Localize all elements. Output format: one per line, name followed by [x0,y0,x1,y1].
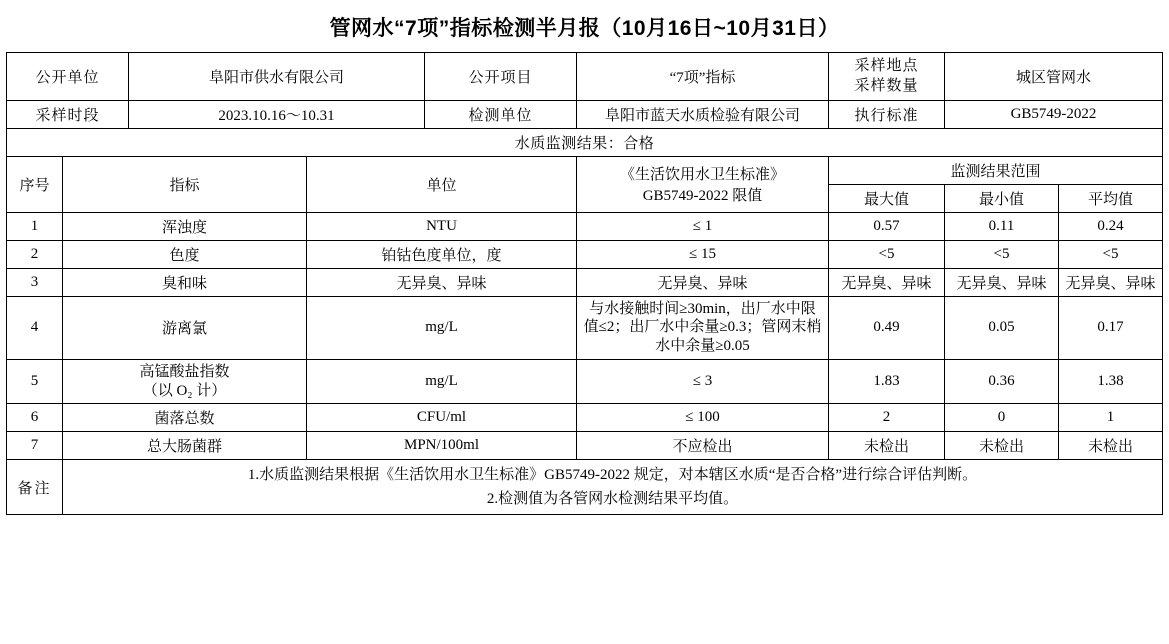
cell-min: 0 [945,404,1059,432]
header-indicator: 指标 [62,156,306,212]
cell-max: 未检出 [829,432,945,460]
cell-max: 0.49 [829,296,945,359]
cell-min: 0.11 [945,212,1059,240]
table-row [6,359,1162,404]
remark-line-1: 1.水质监测结果根据《生活饮用水卫生标准》GB5749-2022 规定，对本辖区水质“是否合格”进行综合评估判断。 [247,467,978,484]
result-banner-row [6,128,1162,156]
cell-unit: mg/L [306,296,576,359]
cell-unit: 铂钴色度单位，度 [306,240,576,268]
header-avg: 平均值 [1059,184,1163,212]
cell-min: 无异臭、异味 [945,268,1059,296]
cell-indicator: 色度 [62,240,306,268]
info-row-2 [6,100,1162,128]
remark-label: 备注 [6,460,62,515]
cell-max: 无异臭、异味 [829,268,945,296]
info-row-1 [6,53,1162,101]
report-table [6,52,1163,515]
remark-body [62,460,1162,515]
cell-unit: MPN/100ml [306,432,576,460]
remark-line-2: 2.检测值为各管网水检测结果平均值。 [486,491,739,508]
cell-index: 1 [6,212,62,240]
cell-standard: ≤ 3 [577,359,829,404]
cell-indicator: 臭和味 [62,268,306,296]
cell-unit: mg/L [306,359,576,404]
cell-index: 5 [6,359,62,404]
cell-standard: 不应检出 [577,432,829,460]
label-sampling-location-count [829,53,945,101]
cell-index: 3 [6,268,62,296]
label-sampling-count: 采样数量 [854,78,919,95]
cell-max: 1.83 [829,359,945,404]
cell-indicator-line2: （以 O₂ 计） [142,382,227,399]
label-public-project: 公开项目 [425,53,577,101]
cell-max: 2 [829,404,945,432]
cell-indicator: 游离氯 [62,296,306,359]
table-row [6,212,1162,240]
cell-unit: 无异臭、异味 [306,268,576,296]
cell-min: 0.36 [945,359,1059,404]
cell-indicator: 菌落总数 [62,404,306,432]
cell-avg: 0.24 [1059,212,1163,240]
header-standard [577,156,829,212]
value-sampling-location: 城区管网水 [945,53,1163,101]
cell-avg: 1.38 [1059,359,1163,404]
cell-unit: CFU/ml [306,404,576,432]
table-row [6,296,1162,359]
cell-avg: 无异臭、异味 [1059,268,1163,296]
label-testing-unit: 检测单位 [425,100,577,128]
cell-standard: ≤ 15 [577,240,829,268]
page-title: 管网水“7项”指标检测半月报（10月16日~10月31日） [329,17,840,40]
value-standard: GB5749-2022 [945,100,1163,128]
value-public-project: “7项”指标 [577,53,829,101]
cell-avg: 0.17 [1059,296,1163,359]
cell-index: 2 [6,240,62,268]
cell-indicator-line1: 高锰酸盐指数 [139,363,230,380]
cell-index: 6 [6,404,62,432]
result-banner: 水质监测结果：合格 [6,128,1162,156]
cell-min: 未检出 [945,432,1059,460]
cell-unit: NTU [306,212,576,240]
remark-row [6,460,1162,515]
label-sampling-period: 采样时段 [6,100,128,128]
header-index: 序号 [6,156,62,212]
header-max: 最大值 [829,184,945,212]
cell-standard: ≤ 1 [577,212,829,240]
label-sampling-location: 采样地点 [854,58,919,74]
table-row [6,268,1162,296]
cell-avg: 未检出 [1059,432,1163,460]
cell-standard: 无异臭、异味 [577,268,829,296]
cell-min: 0.05 [945,296,1059,359]
table-header-row-1 [6,156,1162,184]
cell-index: 4 [6,296,62,359]
value-public-unit: 阜阳市供水有限公司 [128,53,424,101]
cell-index: 7 [6,432,62,460]
header-standard-line1: 《生活饮用水卫生标准》 [620,167,786,183]
cell-max: 0.57 [829,212,945,240]
cell-standard: 与水接触时间≥30min，出厂水中限值≤2；出厂水中余量≥0.3；管网末梢水中余量≥0.05 [577,296,829,359]
cell-indicator: 浑浊度 [62,212,306,240]
table-row [6,240,1162,268]
cell-max: <5 [829,240,945,268]
value-testing-unit: 阜阳市蓝天水质检验有限公司 [577,100,829,128]
header-unit: 单位 [306,156,576,212]
table-row [6,432,1162,460]
cell-indicator [62,359,306,404]
cell-min: <5 [945,240,1059,268]
header-min: 最小值 [945,184,1059,212]
table-row [6,404,1162,432]
cell-avg: <5 [1059,240,1163,268]
label-public-unit: 公开单位 [6,53,128,101]
cell-avg: 1 [1059,404,1163,432]
value-sampling-period: 2023.10.16～10.31 [128,100,424,128]
header-standard-line2: GB5749-2022 限值 [642,188,763,204]
cell-standard: ≤ 100 [577,404,829,432]
header-range-group: 监测结果范围 [829,156,1163,184]
label-standard: 执行标准 [829,100,945,128]
cell-indicator: 总大肠菌群 [62,432,306,460]
